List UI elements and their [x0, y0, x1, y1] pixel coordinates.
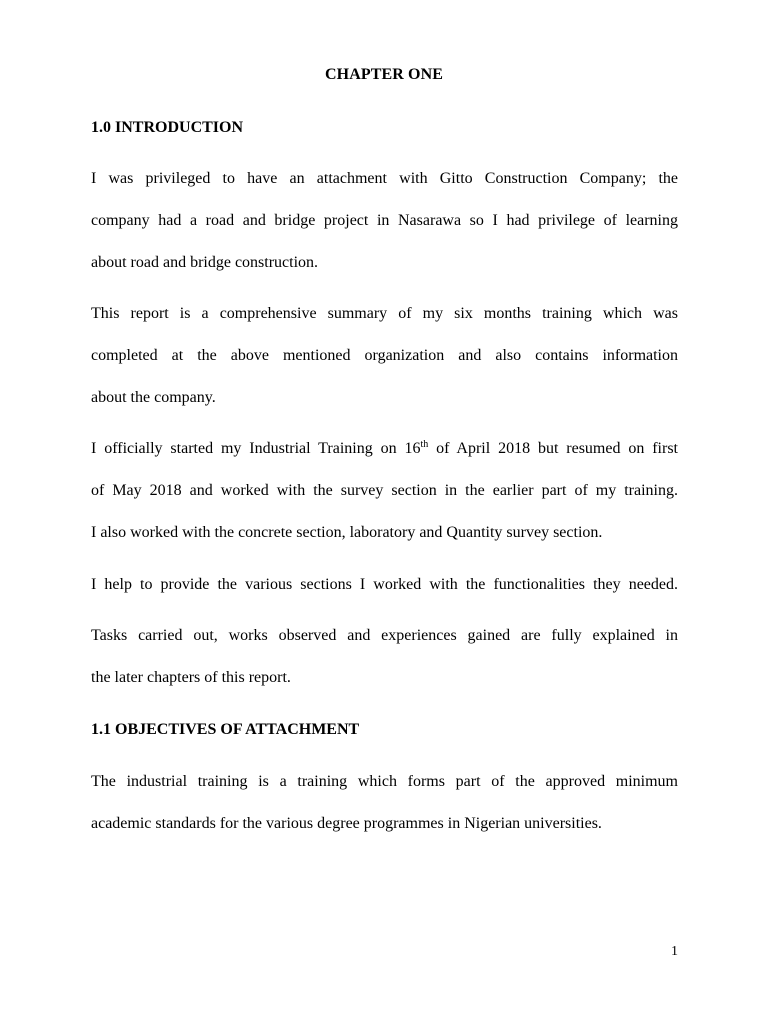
paragraph-line: the later chapters of this report.	[91, 669, 291, 686]
paragraph-report-summary	[91, 293, 678, 419]
paragraph-line: of May 2018 and worked with the survey section in the earlier part of my training.	[91, 482, 678, 499]
paragraph-line: company had a road and bridge project in Nasarawa so I had privilege of learning	[91, 212, 678, 229]
ordinal-suffix: th	[420, 439, 429, 450]
paragraph-line: I help to provide the various sections I worked with the functionalities they needed.	[91, 576, 678, 593]
page-number: 1	[671, 944, 678, 959]
chapter-title: CHAPTER ONE	[325, 66, 443, 83]
paragraph-training-start	[91, 428, 678, 554]
paragraph-line: about the company.	[91, 389, 216, 406]
paragraph-functionalities	[91, 564, 678, 606]
paragraph-line: Tasks carried out, works observed and experiences gained are fully explained in	[91, 627, 678, 644]
paragraph-line: I also worked with the concrete section, laboratory and Quantity survey section.	[91, 524, 603, 541]
paragraph-line: academic standards for the various degree programmes in Nigerian universities.	[91, 815, 602, 832]
line-text: of April 2018 but resumed on first	[428, 440, 678, 457]
paragraph-industrial-training	[91, 761, 678, 845]
line-text: I officially started my Industrial Training on 16	[91, 440, 421, 457]
paragraph-line	[91, 428, 678, 470]
paragraph-line: This report is a comprehensive summary of my six months training which was	[91, 305, 678, 322]
paragraph-line: The industrial training is a training which forms part of the approved minimum	[91, 773, 678, 790]
paragraph-line: about road and bridge construction.	[91, 254, 319, 271]
section-heading-introduction: 1.0 INTRODUCTION	[91, 119, 244, 136]
paragraph-line: completed at the above mentioned organization and also contains information	[91, 347, 678, 364]
paragraph-attachment	[91, 158, 678, 284]
paragraph-line: I was privileged to have an attachment with Gitto Construction Company; the	[91, 170, 678, 187]
paragraph-tasks	[91, 615, 678, 699]
section-heading-objectives: 1.1 OBJECTIVES OF ATTACHMENT	[91, 721, 360, 738]
